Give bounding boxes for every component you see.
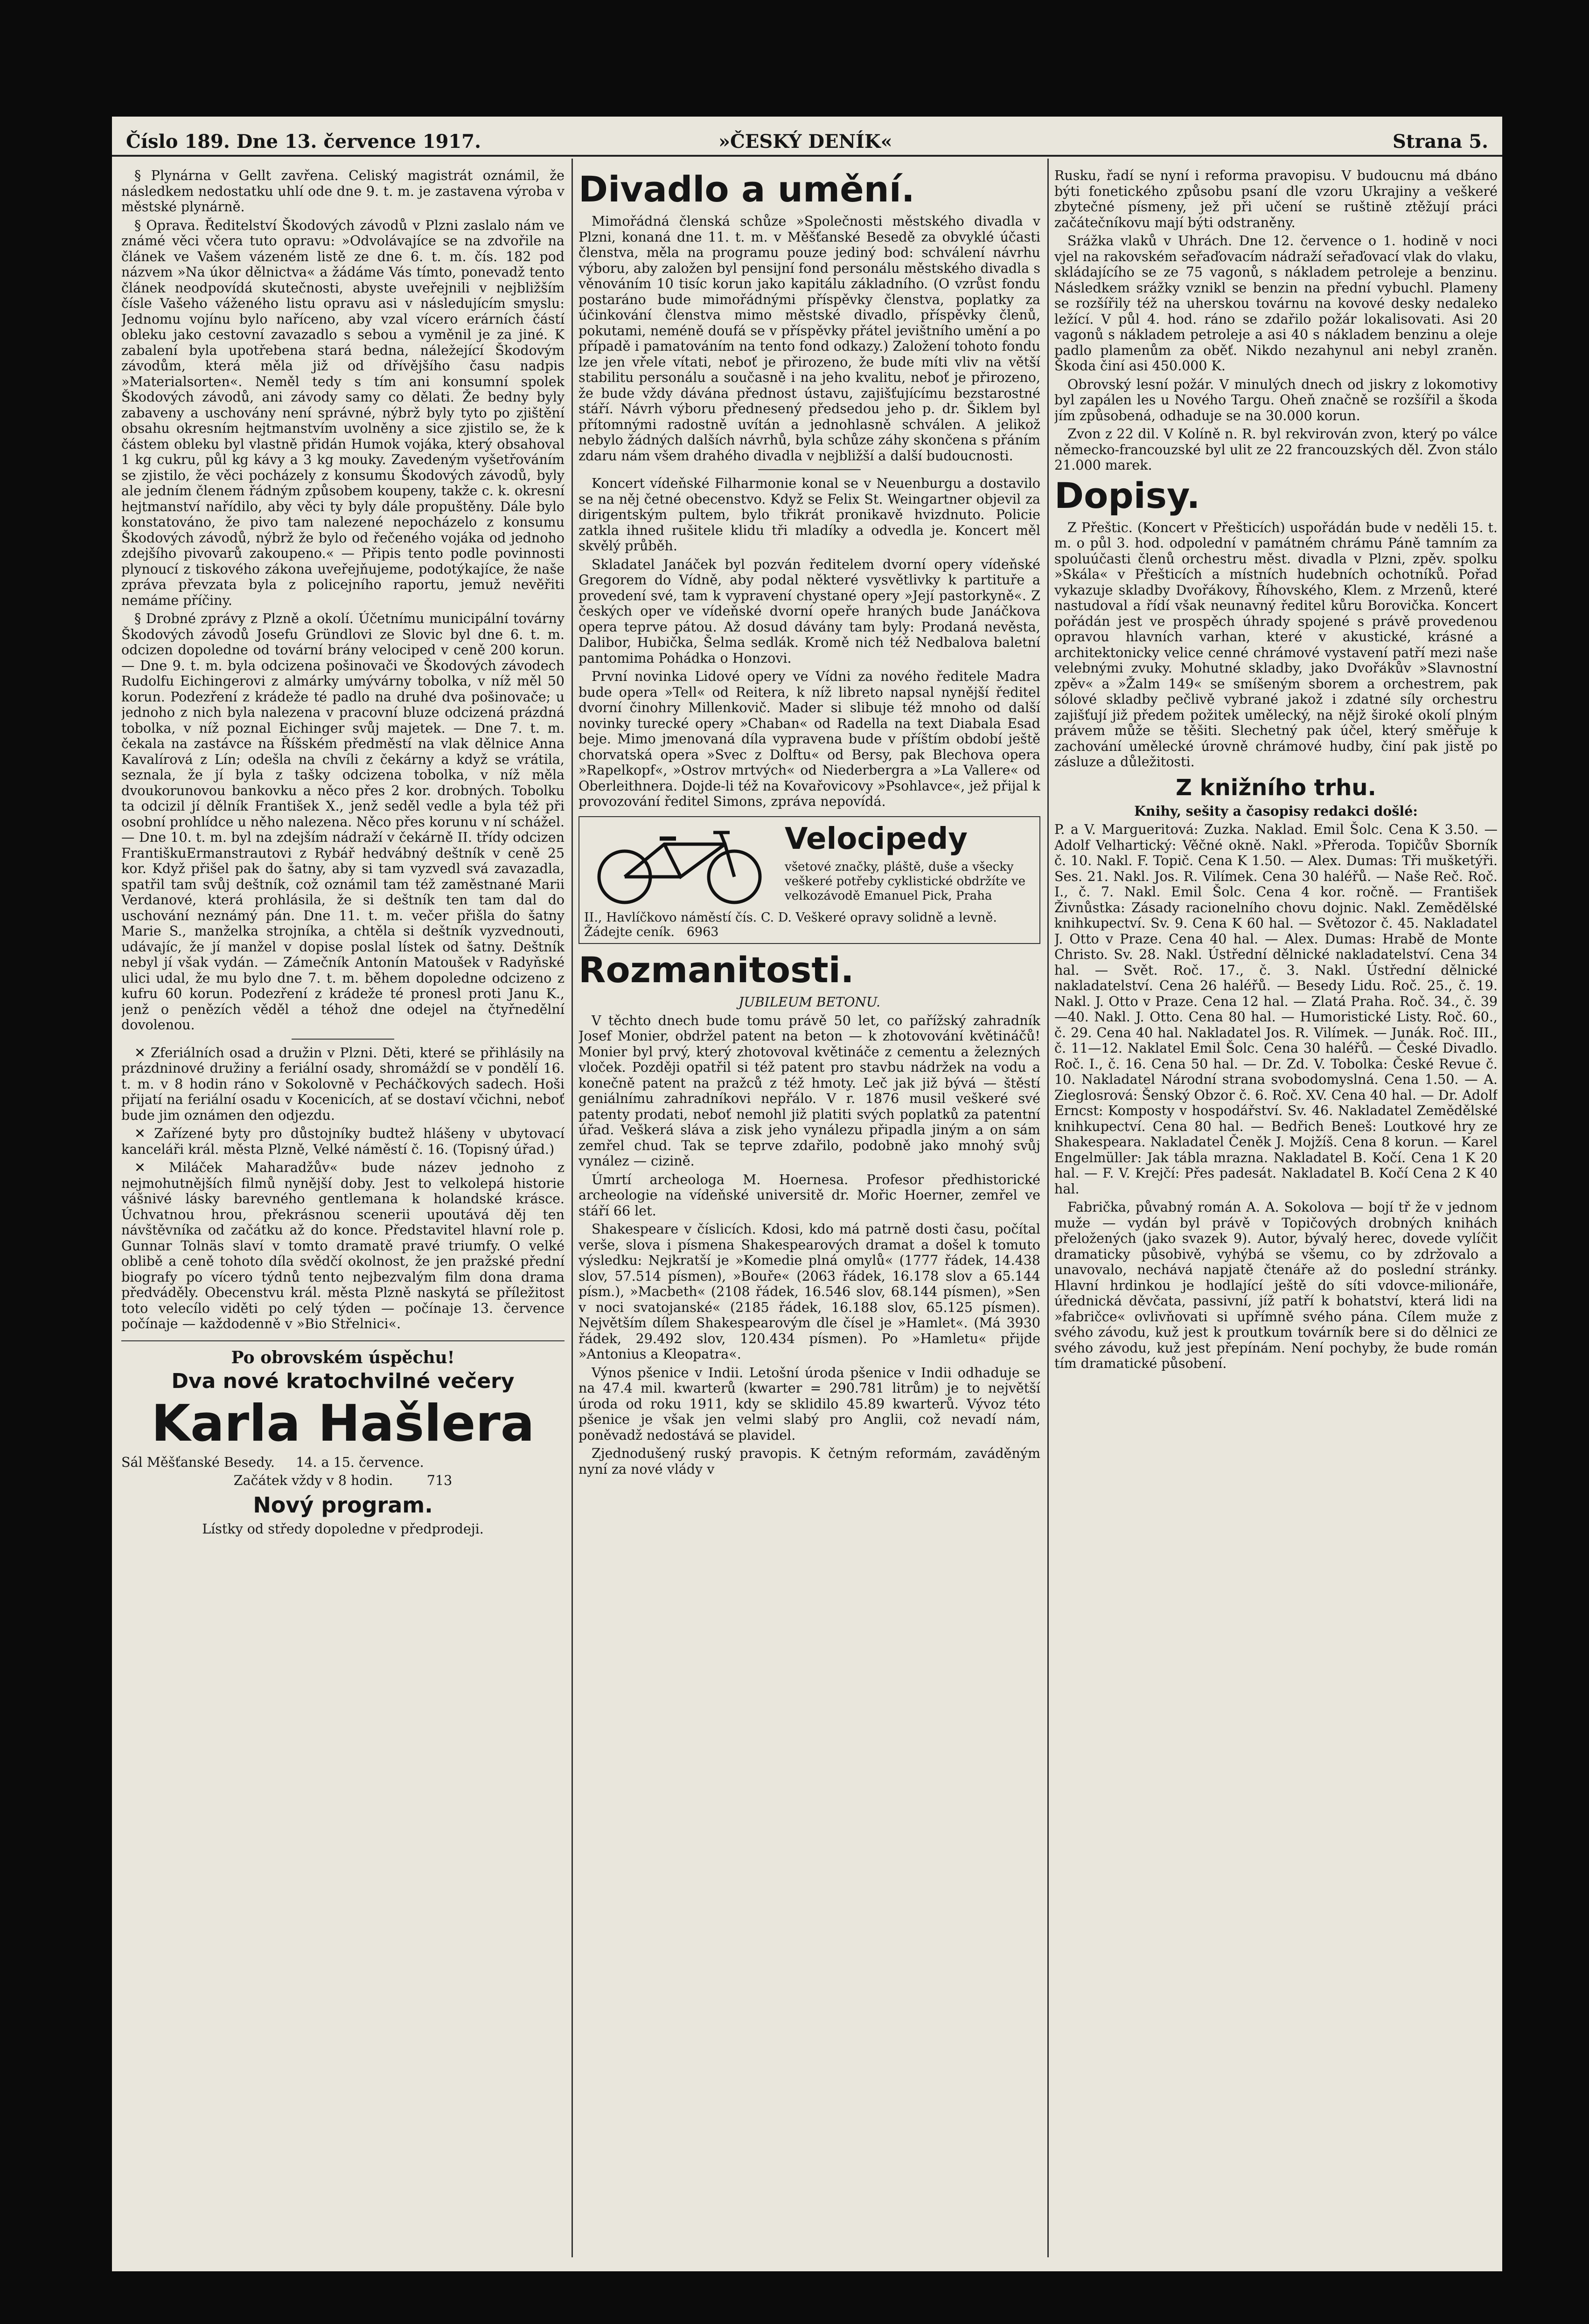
article-apartments: ✕ Zařízené byty pro důstojníky budtež hlášeny v ubytovací kanceláři král. města Plzně, Velké náměstí č. 16. (Topisný úřad.) bbox=[121, 1126, 565, 1157]
heading-theatre: Divadlo a umění. bbox=[578, 168, 915, 210]
ad-hasler-venue: Sál Měšťanské Besedy. 14. a 15. července. bbox=[121, 1454, 424, 1470]
bicycle-icon bbox=[585, 826, 776, 905]
ad-velocipedy-title: Velocipedy bbox=[785, 821, 968, 856]
ad-velocipedy bbox=[578, 816, 1040, 944]
ad-hasler-tickets: Lístky od středy dopoledne v předprodeji. bbox=[202, 1521, 484, 1537]
article-train-collision: Srážka vlaků v Uhrách. Dne 12. července o 1. hodině v noci vjel na rakovském seřaďovacím nádraží seřaďovací vlak do vlaku, skládajícího se ze 75 vagonů, s nákladem petroleje a benzinu. Následkem srážky vznikl se benzin na přední vybuchl. Plameny se rozšířily též na uherskou továrnu na kovové desky nedaleko ležící. V půl 4. hod. ráno se zdařilo požár lokalisovati. Asi 20 vagonů s nákladem petroleje a asi 40 s nákladem benzinu a oleje padlo plamenům za oběť. Nikdo nezahynul ani nebyl zraněn. Škoda činí asi 450.000 K. bbox=[1054, 233, 1498, 374]
article-bell: Zvon z 22 dil. V Kolíně n. R. byl rekvirován zvon, který po válce německo-francouzské byl ulit ze 22 francouzských děl. Zvon stálo 21.000 marek. bbox=[1054, 426, 1498, 473]
heading-miscellany: Rozmanitosti. bbox=[578, 949, 854, 991]
ad-hasler-program: Nový program. bbox=[253, 1492, 433, 1518]
ad-velocipedy-bottom: II., Havlíčkovo náměstí čís. C. D. Veškeré opravy solidně a levně. Žádejte ceník. 6963 bbox=[584, 910, 997, 939]
separator bbox=[758, 469, 861, 470]
newspaper-title: »ČESKÝ DENÍK« bbox=[718, 131, 892, 153]
newspaper-page bbox=[112, 117, 1502, 2271]
subheading-concrete: JUBILEUM BETONU. bbox=[739, 994, 880, 1010]
article-vienna-opera: První novinka Lidové opery ve Vídni za nového ředitele Madra bude opera »Tell« od Reitera, k níž libreto napsal nynější ředitel dvorní činohry Millenkovič. Mader si slibuje též mnoho od další novinky turecké opery »Chaban« od Radella na text Diabala Esad beje. Mimo jmenovaná díla vypravena bude v příštím období ještě chorvatská opera »Svec z Dolftu« od Bersy, pak Blechova opera »Rapelkopf«, »Ostrov mrtvých« od Niederbergra a »La Vallere« od Oberleithnera. Dojde-li též na Kovařovicovy »Psohlavce«, jež přijal k provozování ředitel Simons, zpráva nepovídá. bbox=[578, 669, 1040, 809]
column-1 bbox=[121, 168, 565, 2257]
article-russian-orthography-cont: Rusku, řadí se nyní i reforma pravopisu. V budoucnu má dbáno býti fonetického způsobu psaní dle vzoru Ukrajiny a veškeré zbytečné písmeny, jež při učení se ruštině ztěžují práci začátečníkovu mají býti odstraněny. bbox=[1054, 168, 1498, 230]
article-forest-fire: Obrovský lesní požár. V minulých dnech od jiskry z lokomotivy byl zapálen les u Nového Targu. Oheň značně se rozšířil a škoda jím způsobená, odhaduje se na 30.000 korun. bbox=[1054, 376, 1498, 423]
article-correction: § Oprava. Ředitelství Škodových závodů v Plzni zaslalo nám ve známé věci včera tuto opravu: »Odvolávajíce se na zdvořile na článek ve Vašem vázeném listě ze dne 6. t. m. čís. 182 pod názvem »Na úkor dělnictva« a žádáme Vás tímto, ponevadž tento článek neodpovídá skutečnosti, abyste uveřejnili v nejbližším čísle Vašeho váženého listu opravu asi v následujícím smyslu: Jednomu vojínu bylo naříceno, aby vzal vícero erárních částí obleku jako cestovní zavazadlo s sebou a vyměnil je za jiné. K zabalení byla upotřebena stará bedna, náležející Škodovým závodům, která měla již od dřívějšího času nadpis »Materialsorten«. Neměl tedy s tím ani konsumní spolek Škodových závodů, ani závody samy co dělati. Že bedny byly zabaveny a uschovány není správné, nýbrž byly tyto po zjištění obsahu okresním hejtmanstvím uvolněny a sice zjistilo se, že k částem obleku byl vlastně přidán Humok vojáka, který obsahoval 1 kg cukru, půl kg kávy a 3 kg mouky. Zavedeným vyšetřováním se zjistilo, že věci pocházely z konsumu Škodových závodů, byly ale jedním členem řádným způsobem koupeny, takže c. k. okresní hejtmanství nařídilo, aby věci ty byly dále propuštěny. Dále bylo konstatováno, že pivo tam nalezené nepocházelo z konsumu Škodových závodů, nýbrž že bylo od řečeného vojáka od jednoho zdejšího pivovarů zakoupeno.« — Připis tento podle povinnosti plynoucí z tiskového zákona uveřejňujeme, podotýkajíce, že naše zpráva převzata byla z policejního raportu, jemuž nevěřiti nemáme příčiny. bbox=[121, 217, 565, 608]
article-plzen-news: § Drobné zprávy z Plzně a okolí. Účetnímu municipální továrny Škodových závodů Josefu Gründlovi ze Slovic byl dne 6. t. m. odcizen dopoledne od tovární brány velociped v ceně 200 korun. — Dne 9. t. m. byla odcizena pošinovači ve Škodových závodech Rudolfu Eichingerovi z almárky umývárny tobolka, v níž měl 50 korun. Podezření z krádeže té padlo na druhé dva pošinovače; u jednoho z nich byla nalezena v pracovní bluze odcizená prázdná tobolka, v níž poznal Eichinger svůj majetek. — Dne 7. t. m. čekala na zastávce na Říšském předměstí na vlak dělnice Anna Kavalírová z Lín; odešla na chvíli z čekárny a když se vrátila, seznala, že jí byla z tašky odcizena tobolka, v níž měla dvoukorunovou bankovku a něco přes 2 kor. drobných. Tobolku ta odcizil jí dělník František X., jenž seděl vedle a byla též při osobní prohlídce u něho nalezena. Něco přes korunu v ní schážel. — Dne 10. t. m. byl na zdejším nádraží v čekárně II. třídy odcizen FrantiškuErmanstrautovi z Rybář hedvábný deštník v ceně 25 kor. Když přišel pak do šatny, aby si tam vyzvedl svá zavazadla, spatřil tam svůj deštník, což oznámil tam též zaměstnané Marii Verdanové, která prohlásila, že si deštník ten tam dal do uschování neznámý pán. Dne 11. t. m. večer přišla do šatny Marie S., manželka strojníka, a chtěla si deštník vyzvednouti, udávajíc, že jí manžel v dopise poslal lístek od šatny. Deštník nebyl jí však vydán. — Zámečník Antonín Matoušek v Radyňské ulici udal, že mu bylo dne 7. t. m. během dopoledne odcizeno z kufru 60 korun. Podezření z krádeže té pronesl proti Janu K., jenž o penězích věděl a téhož dne odejel na čtyřnedělní dovolenou. bbox=[121, 611, 565, 1033]
article-concrete: V těchto dnech bude tomu právě 50 let, co pařížský zahradník Josef Monier, obdržel patent na beton — k zhotovování květináčů! Monier byl prvý, který zhotovoval květináče z cementu a železných vloček. Později opatřil si též patent pro stavbu nádržek na vodu a konečně patent na pražců z též hmoty. Leč jak již bývá — štěstí geniálnímu zahradníkovi nepřálo. V r. 1876 musil veškeré své patenty prodati, neboť nemohl již platiti svých poplatků za patentní úřad. Veškerá sláva a zisk jeho vynálezu připadla jiným a on sám zemřel chud. Tak se teprve zdařilo, podobně jako mnohý svůj vynález — cizině. bbox=[578, 1013, 1040, 1169]
ad-hasler bbox=[121, 1340, 565, 1537]
ad-hasler-line2: Dva nové kratochvilné večery bbox=[171, 1369, 515, 1393]
article-wheat-india: Výnos pšenice v Indii. Letošní úroda pšenice v Indii odhaduje se na 47.4 mil. kwarterů (kwarter = 290.781 litrům) je to největší úroda od roku 1911, kdy se sklidilo 45.89 kwarterů. Vývoz této pšenice je však jen velmi slabý pro Anglii, což nevadí nám, poněvadž nedostává se plavidel. bbox=[578, 1365, 1040, 1443]
article-prestice-concert: Z Přeštic. (Koncert v Přešticích) uspořádán bude v neděli 15. t. m. o půl 3. hod. odpolední v památném chrámu Páně tamním za spoluúčasti členů orchestru měst. divadla v Plzni, zpěv. spolku »Skála« v Přešticích a místních hudebních ochotníků. Pořad vykazuje skladby Dvořákovy, Říhovského, Klem. z Mrzenů, které nastudoval a řídí však neunavný ředitel kůru Borovička. Koncert pořádán jest ve prospěch úhrady spojené s právě provedenou opravou hlavních varhan, které v akustické, krásné a architektonicky velice cenné chrámové vystavení patří mezi naše velebnými zvuky. Mohutné skladby, jako Dvořákův »Slavnostní zpěv« a »Žalm 149« se smíšeným sborem a orchestrem, pak sólové skladby pečlivě vybrané jakož i zdatné síly orchestru zajišťují již předem požitek umělecký, na nějž široké okolí plným právem může se těšiti. Slechetný pak účel, který směřuje k zachování umělecké úrovně chrámové hudby, činí pak jistě po zásluze a důležitosti. bbox=[1054, 520, 1498, 770]
heading-letters: Dopisy. bbox=[1054, 474, 1200, 516]
column-rule bbox=[1047, 159, 1049, 2257]
masthead bbox=[112, 127, 1502, 157]
separator bbox=[292, 1039, 394, 1040]
ad-hasler-name: Karla Hašlera bbox=[151, 1394, 535, 1453]
column-3 bbox=[1054, 168, 1498, 2257]
article-philharmonic: Koncert vídeňské Filharmonie konal se v Neuenburgu a dostavilo se na něj četné obecenstvo. Když se Felix St. Weingartner objevil za dirigentským pultem, bylo třikrát pronikavě hvizdnuto. Policie zatkla ihned rušitele klidu tři mladíky a odvedla je. Koncert měl skvělý průběh. bbox=[578, 476, 1040, 554]
article-holiday-camps: ✕ Zferiálních osad a družin v Plzni. Děti, které se přihlásily na prázdninové družiny a feriální osady, shromáždí se v pondělí 16. t. m. v 8 hodin ráno v Sokolovně v Pecháčkových sadech. Hoši přijatí na feriální osadu v Kocenicích, ať se dostaví včichni, neboť bude jim oznámen den odjezdu. bbox=[121, 1045, 565, 1123]
article-gas-works: § Plynárna v Gellt zavřena. Celiský magistrát oznámil, že následkem nedostatku uhlí ode dne 9. t. m. je zastavena výroba v městské plynárně. bbox=[121, 168, 565, 215]
column-rule bbox=[571, 159, 573, 2257]
books-received-heading: Knihy, sešity a časopisy redakci došlé: bbox=[1134, 803, 1418, 819]
column-2 bbox=[578, 168, 1040, 2257]
page-number: Strana 5. bbox=[1392, 131, 1488, 153]
ad-velocipedy-text: všetové značky, pláště, duše a všecky veškeré potřeby cyklistické obdržíte ve velkozávodě Emanuel Pick, Praha bbox=[785, 860, 1026, 903]
article-theatre-meeting: Mimořádná členská schůze »Společnosti městského divadla v Plzni, konaná dne 11. t. m. v Měšťanské Besedě za obvyklé účasti členstva, měla na programu pouze jediný bod: schválení návrhu výboru, aby založen byl pensijní fond personálu městského divadla s věnováním 10 tisíc korun jako kapitálu základního. (O vzrůst fondu postaráno bude mimořádnými příspěvky členstva, poplatky za účinkování členstva mimo městské divadlo, příspěvky členů, pokutami, neméně doufá se v příspěvky přátel jevištního umění a po případě i pamatováním na tento fond odkazy.) Založení tohoto fondu lze jen vřele vítati, neboť je přirozeno, že bude míti vliv na větší stabilitu personálu a současně i na jeho kvalitu, neboť je přirozeno, že bude vždy dávána přednost ústavu, zajišťujícímu bezstarostné stáří. Návrh výboru přednesený předsedou jeho p. dr. Šiklem byl přítomnými radostně uvítán a jednohlasně schválen. A jelikož nebylo žádných dalších návrhů, byla schůze záhy skončena s přáním zdaru nám všem drahého divadla v nejbližší a další budoucnosti. bbox=[578, 214, 1040, 464]
ad-hasler-line1: Po obrovském úspěchu! bbox=[231, 1347, 455, 1367]
issue-date: Číslo 189. Dne 13. července 1917. bbox=[126, 131, 481, 153]
heading-book-market: Z knižního trhu. bbox=[1176, 774, 1376, 801]
article-film: ✕ Miláček Maharadžův« bude název jednoho z nejmohutnějších filmů nynější doby. Jest to velkolepá historie vášnivé lásky barevného gentlemana k holandské krásce. Úchvatnou hrou, překrásnou scenerii upoutává děj ten návštěvníka od začátku až do konce. Představitel hlavní role p. Gunnar Tolnäs slaví v tomto dramatě pravé triumfy. O velké oblibě a ceně tohoto díla svědčí okolnost, že jen pražské přední biografy po vícero týdnů tento nejbezvalým film dona drama předváděly. Obecenstvu král. města Plzně naskytá se příležitost toto velecílo viděti po celý týden — počínaje 13. července počínaje — každodenně v »Bio Střelnici«. bbox=[121, 1160, 565, 1332]
article-shakespeare: Shakespeare v číslicích. Kdosi, kdo má patrně dosti času, počítal verše, slova i písmena Shakespearových dramat a došel k tomuto výsledku: Nejkratší je »Komedie plná omylů« (1777 řádek, 14.438 slov, 57.514 písmen), »Bouře« (2063 řádek, 16.178 slov a 65.144 písm.), »Macbeth« (2108 řádek, 16.546 slov, 68.144 písmen), »Sen v noci svatojanské« (2185 řádek, 16.188 slov, 65.125 písmen). Největším dílem Shakespearovým dle čísel je »Hamlet«. (Má 3930 řádek, 29.492 slov, 120.434 písmen). Po »Hamletu« přijde »Antonius a Kleopatra«. bbox=[578, 1221, 1040, 1362]
article-fabricka: Fabrička, půvabný román A. A. Sokolova — bojí tř že v jednom muže — vydán byl právě v Topičových drobných knihách přeložených (jako svazek 9). Autor, bývalý herec, dovede vylíčit dramaticky působivě, vyhýbá se všemu, co by zdržovalo a unavovalo, nechává napjatě čtenáře až do poslední stránky. Hlavní hrdinkou je hodlající ještě do síti vdovce-milionáře, úřednická děvčata, passivní, jíž patří k bohatství, která lidi na »fabričce« ovlivňovati si upřímně svého pána. Cílem muže z svého závodu, kuž jest k proutkum továrník bere si do dělnici ze svého závodu, kuž jest přepínám. Není pochyby, že bude román tím dramatické působení. bbox=[1054, 1200, 1498, 1371]
ad-hasler-start: Začátek vždy v 8 hodin. 713 bbox=[233, 1473, 453, 1488]
article-russian-orthography: Zjednodušený ruský pravopis. K četným reformám, zaváděným nyní za nové vlády v bbox=[578, 1446, 1040, 1477]
article-janacek: Skladatel Janáček byl pozván ředitelem dvorní opery vídeňské Gregorem do Vídně, aby podal některé vysvětlivky k partituře a provedení své, tam k vypravení chystané opery »Její pastorkyně«. Z českých oper ve vídeňské dvorní opeře hraných bude Janáčkova opera teprve pátou. Až dosud dávány tam byly: Prodaná nevěsta, Dalibor, Hubička, Šelma sedlák. Kromě nich též Nedbalova baletní pantomima Pohádka o Honzovi. bbox=[578, 556, 1040, 666]
article-hoernes: Úmrtí archeologa M. Hoernesa. Profesor předhistorické archeologie na vídeňské universitě dr. Mořic Hoerner, zemřel ve stáří 66 let. bbox=[578, 1172, 1040, 1219]
books-list: P. a V. Margueritová: Zuzka. Naklad. Emil Šolc. Cena K 3.50. — Adolf Velhartický: Věčné okně. Nakl. »Přeroda. Topičův Sborník č. 10. Nakl. F. Topič. Cena K 1.50. — Alex. Dumas: Tři mušketýři. Ses. 21. Nakl. Jos. R. Vilímek. Cena 30 haléřů. — Naše Reč. Roč. I., č. 7. Nakl. Emil Šolc. Cena 4 kor. ročně. — František Živnůstka: Zásady racionelního chovu dojnic. Nakl. Zemědělské knihkupectví. Sv. 9. Cena K 60 hal. — Světozor č. 45. Nakladatel J. Otto v Praze. Cena 40 hal. — Alex. Dumas: Hrabě de Monte Christo. Sv. 28. Nakl. Ústřední dělnické nakladatelství. Cena 34 hal. — Svět. Roč. 17., č. 3. Nakl. Ústřední dělnické nakladatelství. Cena 26 haléřů. — Besedy Lidu. Roč. 25., č. 19. Nakl. J. Otto v Praze. Cena 12 hal. — Zlatá Praha. Roč. 34., č. 39—40. Nakl. J. Otto. Cena 80 hal. — Humoristické Listy. Roč. 60., č. 29. Cena 40 hal. Nakladatel Jos. R. Vilímek. — Junák. Roč. III., č. 11—12. Naklatel Emil Šolc. Cena 30 haléřů. — České Divadlo. Roč. I., č. 16. Cena 50 hal. — Dr. Zd. V. Tobolka: České Revue č. 10. Nakladatel Národní strana svobodomyslná. Cena 1.50. — A. Zieglosrová: Šenský Obzor č. 6. Roč. XV. Cena 40 hal. — Dr. Adolf Erncst: Komposty v hospodářství. Sv. 46. Nakladatel Zemědělské knihkupectví. Cena 80 hal. — Bedřich Beneš: Loutkové hry ze Shakespeara. Nakladatel Čeněk J. Mojžíš. Cena 8 korun. — Karel Engelmüller: Jak tábla mrazna. Nakladatel B. Kočí. Cena 1 K 20 hal. — F. V. Krejčí: Přes padesát. Nakladatel B. Kočí Cena 2 K 40 hal. bbox=[1054, 822, 1498, 1197]
